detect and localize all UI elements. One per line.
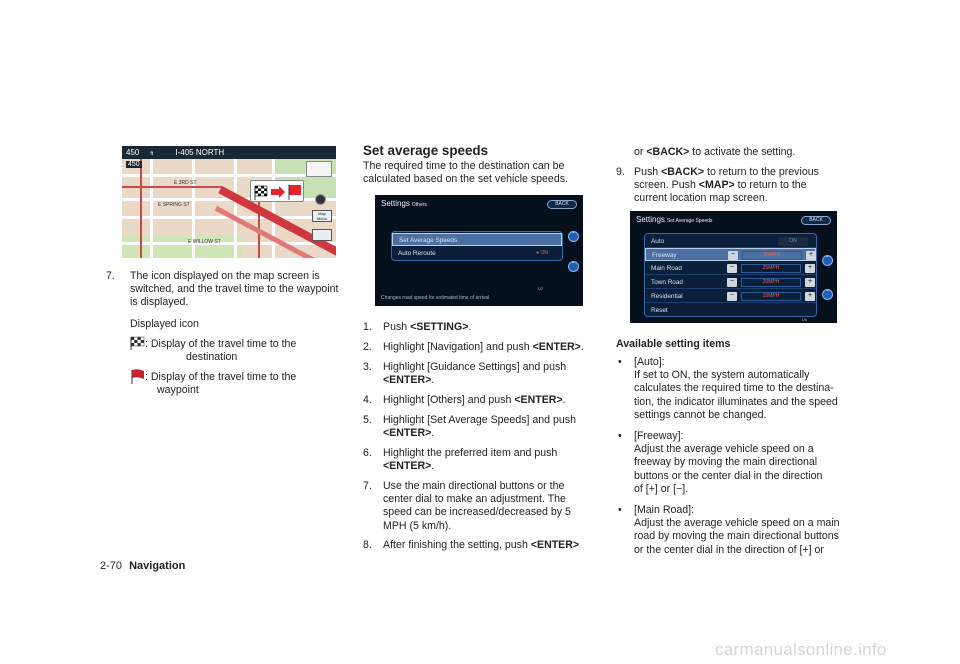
screen-title: Settings Set Average Speeds	[636, 215, 713, 224]
step-number: 3.	[363, 361, 372, 373]
step-line: Highlight [Guidance Settings] and push	[383, 361, 567, 373]
text-line: is displayed.	[130, 296, 189, 309]
checkered-flag-icon	[129, 336, 145, 350]
step-item	[363, 361, 608, 387]
step-line: MPH (5 km/h).	[383, 519, 452, 532]
step-item	[363, 480, 608, 533]
street-label: E WILLOW ST	[188, 239, 221, 245]
decrease-button: −	[727, 264, 737, 273]
bullet-line: Adjust the average vehicle speed on a main	[634, 517, 840, 530]
speed-value: 55MPH	[742, 251, 802, 260]
bullet-dot: •	[618, 504, 622, 516]
bullet-item	[616, 430, 856, 496]
decrease-button: −	[728, 251, 738, 260]
step-item	[363, 414, 608, 440]
step-7-block	[106, 270, 351, 310]
map-top-bar	[122, 146, 336, 159]
bullet-line: tion, the indicator illuminates and the speed	[634, 395, 838, 408]
auto-toggle: ON	[778, 237, 808, 246]
map-icon-callout	[250, 180, 304, 202]
icon1-description: : Display of the travel time to the destination	[145, 338, 297, 364]
intro-text: The required time to the destination can be calculated based on the set vehicle speeds.	[363, 160, 568, 186]
menu-item-residential[interactable]: Residential − 15MPH +	[645, 290, 816, 303]
decrease-button: −	[727, 278, 737, 287]
step-line: <ENTER>.	[383, 374, 435, 387]
compass-icon[interactable]	[315, 194, 326, 205]
text-line: The icon displayed on the map screen is	[130, 270, 320, 282]
speed-value: 25MPH	[741, 264, 801, 273]
scroll-down-button[interactable]: ˇ	[568, 261, 579, 272]
bullet-line: calculates the required time to the destina-	[634, 382, 834, 395]
step-line: Highlight [Set Average Speeds] and push	[383, 414, 576, 426]
settings-others-screen	[375, 195, 583, 306]
street-label: E SPRING ST	[158, 202, 190, 208]
menu-item-reset[interactable]: Reset	[651, 307, 668, 314]
text-line: switched, and the travel time to the waypoint	[130, 283, 339, 296]
screen-footer-text: Changes road speed for estimated time of arrival	[381, 295, 490, 301]
section-name: Navigation	[129, 560, 186, 572]
page-indicator: 1/6	[801, 317, 807, 322]
section-heading: Set average speeds	[363, 143, 489, 158]
step-line: Use the main directional buttons or the	[383, 480, 565, 492]
settings-list	[391, 231, 563, 261]
watermark: carmanualsonline.info	[715, 640, 887, 659]
bullet-line: If set to ON, the system automatically	[634, 369, 810, 382]
bullet-line: settings cannot be changed.	[634, 408, 767, 421]
step-item	[363, 341, 608, 354]
map-figure	[122, 146, 336, 258]
bullet-line: [Freeway]:	[634, 430, 684, 442]
back-button[interactable]: BACK	[547, 200, 577, 209]
step-item	[363, 539, 608, 552]
step-line: <ENTER>.	[383, 460, 435, 473]
decrease-button: −	[727, 292, 737, 301]
map-distance-small: 450	[128, 161, 140, 168]
bullet-line: freeway by moving the main directional	[634, 456, 818, 469]
bullet-line: of [+] or [−].	[634, 482, 689, 495]
map-menu-button[interactable]: Map Menu	[312, 210, 332, 222]
bullet-dot: •	[618, 356, 622, 368]
speed-value: 15MPH	[741, 292, 801, 301]
bullet-line: [Main Road]:	[634, 504, 695, 516]
step-number: 8.	[363, 539, 372, 551]
step-number: 4.	[363, 394, 372, 406]
step-number: 7.	[106, 270, 115, 282]
step-line: Highlight the preferred item and push	[383, 447, 558, 459]
page-indicator: 1/2	[537, 286, 543, 291]
bullet-line: Adjust the average vehicle speed on a	[634, 443, 814, 456]
increase-button: +	[805, 292, 815, 301]
step-number: 5.	[363, 414, 372, 426]
step-number: 1.	[363, 321, 372, 333]
speed-value: 20MPH	[741, 278, 801, 287]
menu-item-freeway[interactable]: Freeway − 55MPH +	[645, 248, 816, 261]
step-8-continued: or <BACK> to activate the setting.	[634, 146, 796, 158]
step-number: 2.	[363, 341, 372, 353]
menu-item-auto[interactable]: Auto ON	[645, 235, 816, 248]
step-line: Highlight [Others] and push <ENTER>.	[383, 394, 566, 406]
displayed-icon-label: Displayed icon	[130, 318, 199, 330]
step-9: 9. Push <BACK> to return to the previous screen. Push <MAP> to return to the current location map screen.	[616, 166, 819, 205]
map-distance: 450 ft	[126, 148, 154, 157]
menu-item-set-average-speeds[interactable]: Set Average Speeds	[392, 233, 562, 246]
bullet-line: road by moving the main directional buttons	[634, 530, 839, 543]
screen-title: Settings Others	[381, 199, 427, 208]
red-flag-icon	[130, 368, 146, 384]
scroll-down-button[interactable]: ˇ	[822, 289, 833, 300]
increase-button: +	[805, 278, 815, 287]
back-button[interactable]: BACK	[801, 216, 831, 225]
step-line: After finishing the setting, push <ENTER>	[383, 539, 580, 551]
bullet-item	[616, 504, 856, 557]
step-item	[363, 321, 608, 334]
page-footer	[100, 560, 185, 572]
page-number: 2-70	[100, 560, 123, 572]
icon2-description: : Display of the travel time to the waypoint	[145, 371, 297, 397]
step-number: 7.	[363, 480, 372, 492]
checkered-flag-icon	[251, 181, 305, 203]
menu-item-main-road[interactable]: Main Road − 25MPH +	[645, 262, 816, 275]
increase-button: +	[805, 264, 815, 273]
street-label: E 3RD ST	[174, 180, 197, 186]
bullet-line: buttons or the center dial in the direction	[634, 469, 823, 482]
step-line: Highlight [Navigation] and push <ENTER>.	[383, 341, 584, 353]
step-line: speed can be increased/decreased by 5	[383, 506, 571, 519]
set-average-speeds-screen	[630, 211, 837, 323]
bullet-line: [Auto]:	[634, 356, 665, 368]
step-item	[363, 447, 608, 473]
menu-item-auto-reroute[interactable]: Auto Reroute ● ON	[392, 247, 562, 260]
bullet-line: or the center dial in the direction of [+] or	[634, 543, 824, 556]
scroll-up-button[interactable]: ˆ	[822, 255, 833, 266]
increase-button: +	[806, 251, 816, 260]
menu-item-town-road[interactable]: Town Road − 20MPH +	[645, 276, 816, 289]
available-items-heading: Available setting items	[616, 338, 731, 350]
step-number: 6.	[363, 447, 372, 459]
scroll-up-button[interactable]: ˆ	[568, 231, 579, 242]
map-road-name: I-405 NORTH	[175, 148, 225, 157]
bullet-item	[616, 356, 856, 422]
bullet-dot: •	[618, 430, 622, 442]
toggle-value: ● ON	[536, 250, 548, 256]
map-info-box	[306, 161, 332, 177]
step-line: Push <SETTING>.	[383, 321, 472, 333]
step-line: <ENTER>.	[383, 427, 435, 440]
speed-list	[644, 233, 817, 317]
step-line: center dial to make an adjustment. The	[383, 493, 566, 506]
step-item	[363, 394, 608, 407]
zoom-button[interactable]	[312, 229, 332, 241]
